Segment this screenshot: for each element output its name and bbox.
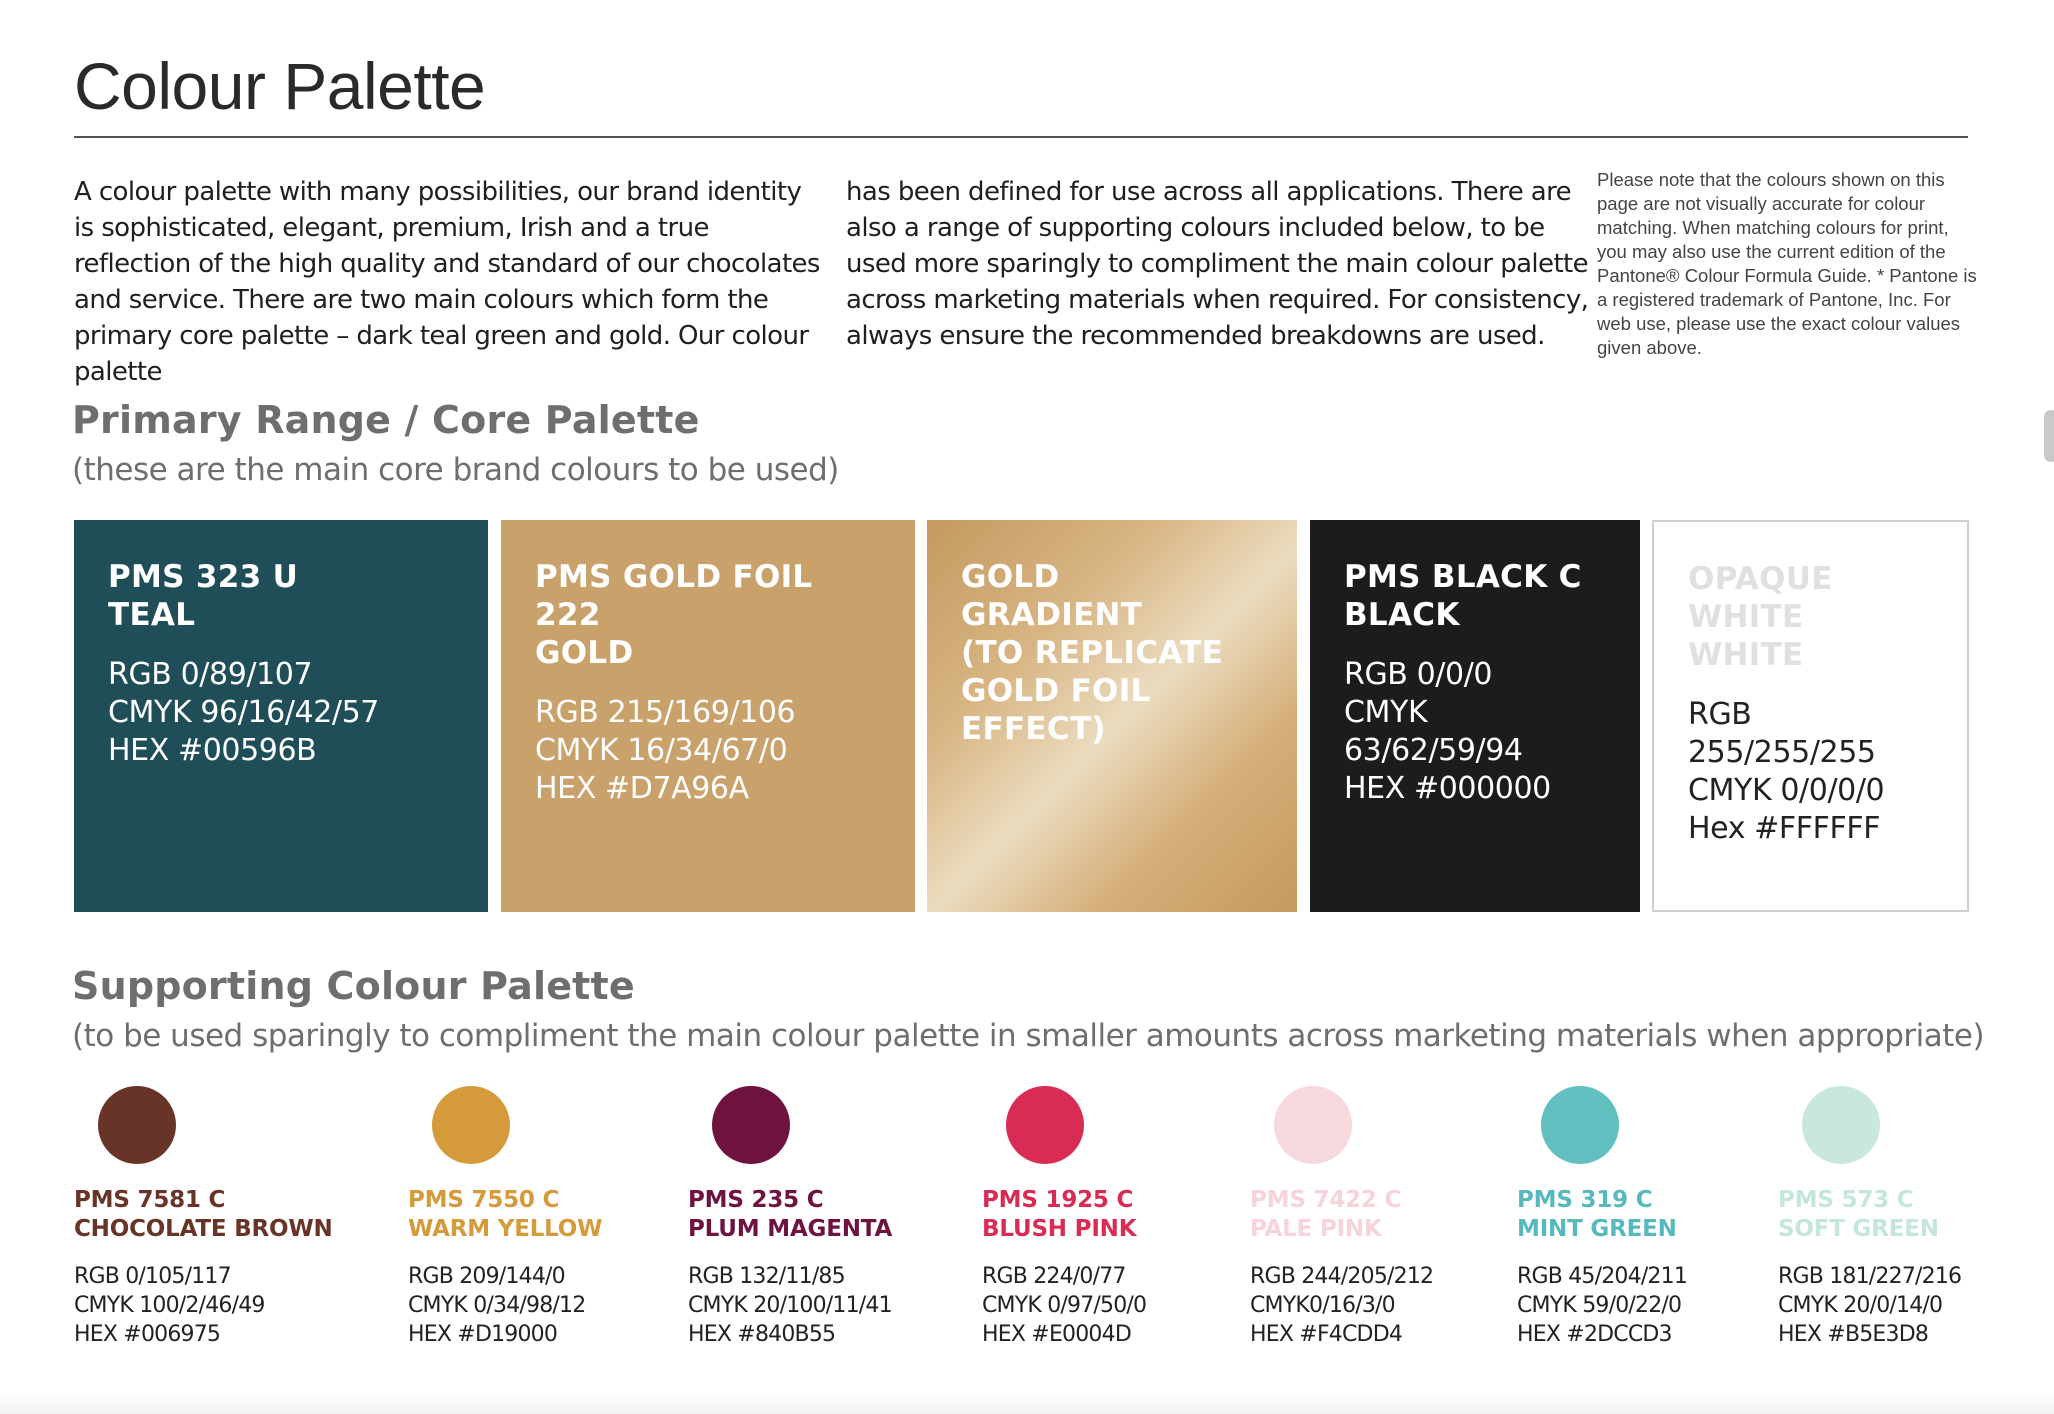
swatch-spec: RGB 215/169/106 CMYK 16/34/67/0 HEX #D7A96A [535,695,796,806]
colour-dot [1541,1086,1619,1164]
colour-values: RGB 209/144/0 CMYK 0/34/98/12 HEX #D19000 [408,1264,586,1347]
support-colour-mint-green [1517,1086,1817,1349]
colour-values: RGB 244/205/212 CMYK0/16/3/0 HEX #F4CDD4 [1250,1264,1434,1347]
support-colour-pale-pink [1250,1086,1550,1349]
colour-dot [1802,1086,1880,1164]
colour-values: RGB 45/204/211 CMYK 59/0/22/0 HEX #2DCCD3 [1517,1264,1688,1347]
colour-values: RGB 181/227/216 CMYK 20/0/14/0 HEX #B5E3D8 [1778,1264,1962,1347]
bottom-shadow [0,1392,2054,1414]
swatch-teal [74,520,488,912]
colour-dot [432,1086,510,1164]
pms-label: PMS 7550 C WARM YELLOW [408,1187,603,1242]
pms-label: PMS 573 C SOFT GREEN [1778,1187,1939,1242]
colour-values: RGB 0/105/117 CMYK 100/2/46/49 HEX #006975 [74,1264,265,1347]
supporting-subheading: (to be used sparingly to compliment the main colour palette in smaller amounts across marketing materials when appropriate) [72,1018,1985,1054]
support-colour-blush-pink [982,1086,1282,1349]
colour-dot [1274,1086,1352,1164]
swatch-name: OPAQUE WHITE WHITE [1688,561,1833,673]
swatch-white [1652,520,1969,912]
swatch-spec: RGB 255/255/255 CMYK 0/0/0/0 Hex #FFFFFF [1688,697,1885,846]
swatch-gold [501,520,915,912]
swatch-name: PMS GOLD FOIL 222 GOLD [535,559,813,671]
colour-values: RGB 224/0/77 CMYK 0/97/50/0 HEX #E0004D [982,1264,1147,1347]
colour-accuracy-note: Please note that the colours shown on this page are not visually accurate for colour matching. When matching colours for print, you may also use the current edition of the Pantone® Colour Formula Guide. * Pantone is a registered trademark of Pantone, Inc. For web use, please use the exact colour values given above. [1597,169,1977,358]
support-colour-soft-green [1778,1086,2054,1349]
swatch-name: PMS BLACK C BLACK [1344,559,1582,633]
pms-label: PMS 319 C MINT GREEN [1517,1187,1677,1242]
primary-subheading: (these are the main core brand colours to be used) [72,452,839,488]
swatch-name: GOLD GRADIENT (TO REPLICATE GOLD FOIL EFFECT) [961,559,1224,747]
supporting-colours [0,1086,2054,1386]
swatch-spec: RGB 0/0/0 CMYK 63/62/59/94 HEX #000000 [1344,657,1551,806]
pms-label: PMS 7581 C CHOCOLATE BROWN [74,1187,333,1242]
colour-dot [712,1086,790,1164]
supporting-heading: Supporting Colour Palette [72,964,635,1008]
swatch-gold-gradient [927,520,1297,912]
intro-text-column-1: A colour palette with many possibilities, our brand identity is sophisticated, elegant, premium, Irish and a true reflection of the high quality and standard of our chocolates and service. There are two main colours which form the primary core palette – dark teal green and gold. Our colour palette [74,177,820,387]
colour-values: RGB 132/11/85 CMYK 20/100/11/41 HEX #840B55 [688,1264,892,1347]
intro-text-column-2: has been defined for use across all applications. There are also a range of supporting colours included below, to be used more sparingly to compliment the main colour palette across marketing materials when required. For consistency, always ensure the recommended breakdowns are used. [846,177,1589,351]
page-title: Colour Palette [74,49,486,123]
swatch-name: PMS 323 U TEAL [108,559,299,633]
scrollbar-handle[interactable] [2044,410,2054,462]
primary-heading: Primary Range / Core Palette [72,398,700,442]
support-colour-warm-yellow [408,1086,708,1349]
title-divider [74,136,1968,138]
swatch-spec: RGB 0/89/107 CMYK 96/16/42/57 HEX #00596B [108,657,379,768]
support-colour-chocolate-brown [74,1086,374,1349]
swatch-black [1310,520,1640,912]
pms-label: PMS 235 C PLUM MAGENTA [688,1187,893,1242]
colour-dot [98,1086,176,1164]
support-colour-plum-magenta [688,1086,988,1349]
pms-label: PMS 1925 C BLUSH PINK [982,1187,1137,1242]
pms-label: PMS 7422 C PALE PINK [1250,1187,1402,1242]
colour-dot [1006,1086,1084,1164]
